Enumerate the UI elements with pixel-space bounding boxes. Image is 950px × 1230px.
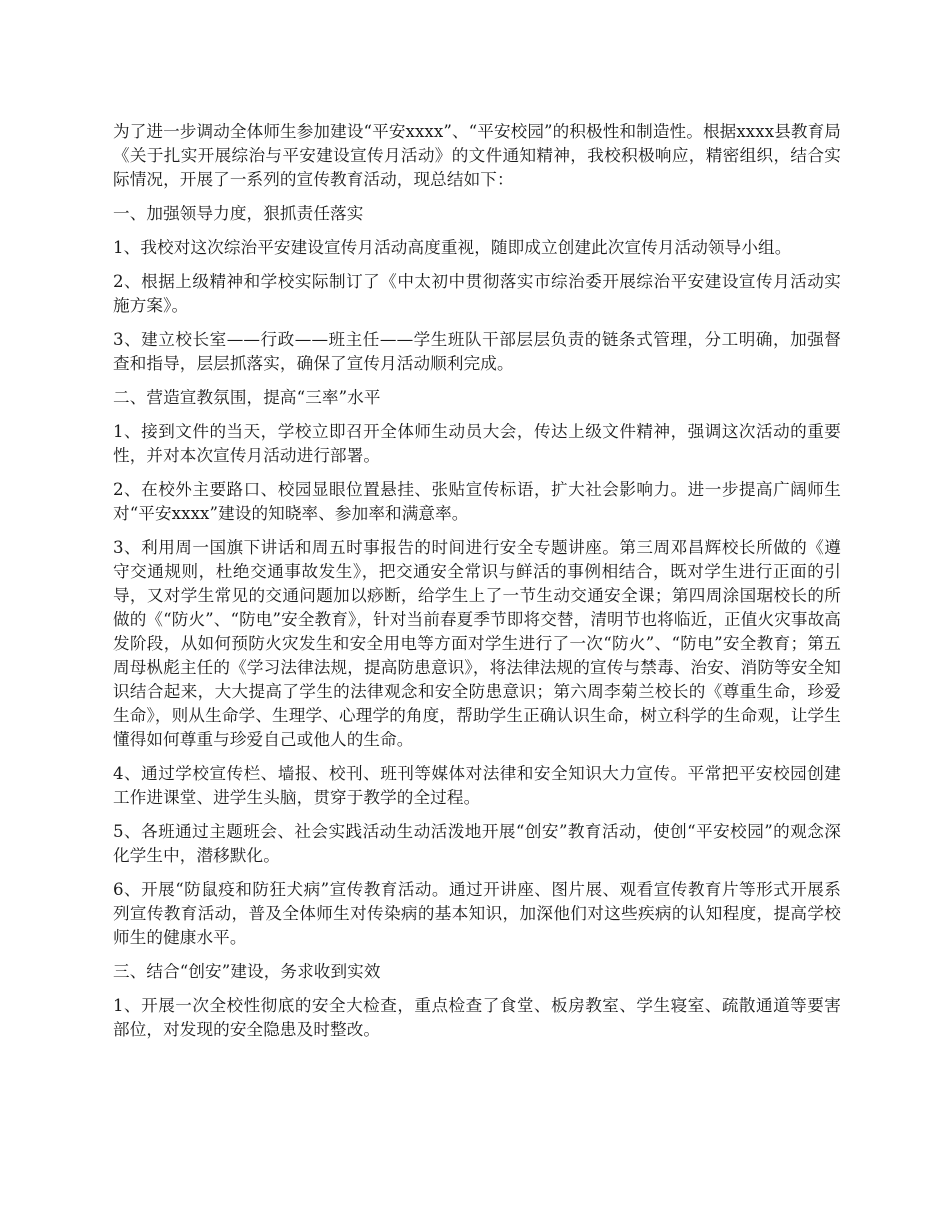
section-2-item-1: 1、接到文件的当天，学校立即召开全体师生动员大会，传达上级文件精神，强调这次活动的重要性，并对本次宣传月活动进行部署。 (113, 422, 841, 465)
document-body (113, 120, 841, 1052)
section-heading-1: 一、加强领导力度，狠抓责任落实 (113, 204, 364, 223)
section-heading-2: 二、营造宣教氛围，提高“三率”水平 (113, 388, 381, 407)
section-2-item-5: 5、各班通过主题班会、社会实践活动生动活泼地开展“创安”教育活动，使创“平安校园”的观念深化学生中，潜移默化。 (113, 822, 841, 865)
section-2-item-2: 2、在校外主要路口、校园显眼位置悬挂、张贴宣传标语，扩大社会影响力。进一步提高广阔师生对“平安xxxx”建设的知晓率、参加率和满意率。 (113, 480, 841, 523)
section-2-item-6: 6、开展“防鼠疫和防狂犬病”宣传教育活动。通过开讲座、图片展、观看宣传教育片等形式开展系列宣传教育活动，普及全体师生对传染病的基本知识，加深他们对这些疾病的认知程度，提高学校师生的健康水平。 (113, 880, 841, 947)
section-1-item-2: 2、根据上级精神和学校实际制订了《中太初中贯彻落实市综治委开展综治平安建设宣传月活动实施方案》。 (113, 272, 841, 315)
section-1-item-1: 1、我校对这次综治平安建设宣传月活动高度重视，随即成立创建此次宣传月活动领导小组。 (113, 238, 792, 257)
section-3-item-1: 1、开展一次全校性彻底的安全大检查，重点检查了食堂、板房教室、学生寝室、疏散通道等要害部位，对发现的安全隐患及时整改。 (113, 996, 841, 1039)
section-2-item-4: 4、通过学校宣传栏、墙报、校刊、班刊等媒体对法律和安全知识大力宣传。平常把平安校园创建工作进课堂、进学生头脑，贯穿于教学的全过程。 (113, 764, 841, 807)
section-heading-3: 三、结合“创安”建设，务求收到实效 (113, 962, 381, 981)
section-1-item-3: 3、建立校长室——行政——班主任——学生班队干部层层负责的链条式管理，分工明确，加强督查和指导，层层抓落实，确保了宣传月活动顺利完成。 (113, 330, 841, 373)
section-2-item-3: 3、利用周一国旗下讲话和周五时事报告的时间进行安全专题讲座。第三周邓昌辉校长所做的《遵守交通规则，杜绝交通事故发生》，把交通安全常识与鲜活的事例相结合，既对学生进行正面的引导，又对学生常见的交通问题加以痧断，给学生上了一节生动交通安全课；第四周涂国琚校长的所做的《“防火”、“防电”安全教育》，针对当前春夏季节即将交替，清明节也将临近，正值火灾事故高发阶段，从如何预防火灾发生和安全用电等方面对学生进行了一次“防火”、“防电”安全教育；第五周母枞彪主任的《学习法律法规，提高防患意识》，将法律法规的宣传与禁毒、治安、消防等安全知识结合起来，大大提高了学生的法律观念和安全防患意识；第六周李菊兰校长的《尊重生命，珍爱生命》，则从生命学、生理学、心理学的角度，帮助学生正确认识生命，树立科学的生命观，让学生懂得如何尊重与珍爱自己或他人的生命。 (113, 538, 841, 749)
intro-paragraph: 为了进一步调动全体师生参加建设“平安xxxx”、“平安校园”的积极性和制造性。根据xxxx县教育局《关于扎实开展综治与平安建设宣传月活动》的文件通知精神，我校积极响应，精密组织，结合实际情况，开展了一系列的宣传教育活动，现总结如下： (113, 122, 841, 189)
